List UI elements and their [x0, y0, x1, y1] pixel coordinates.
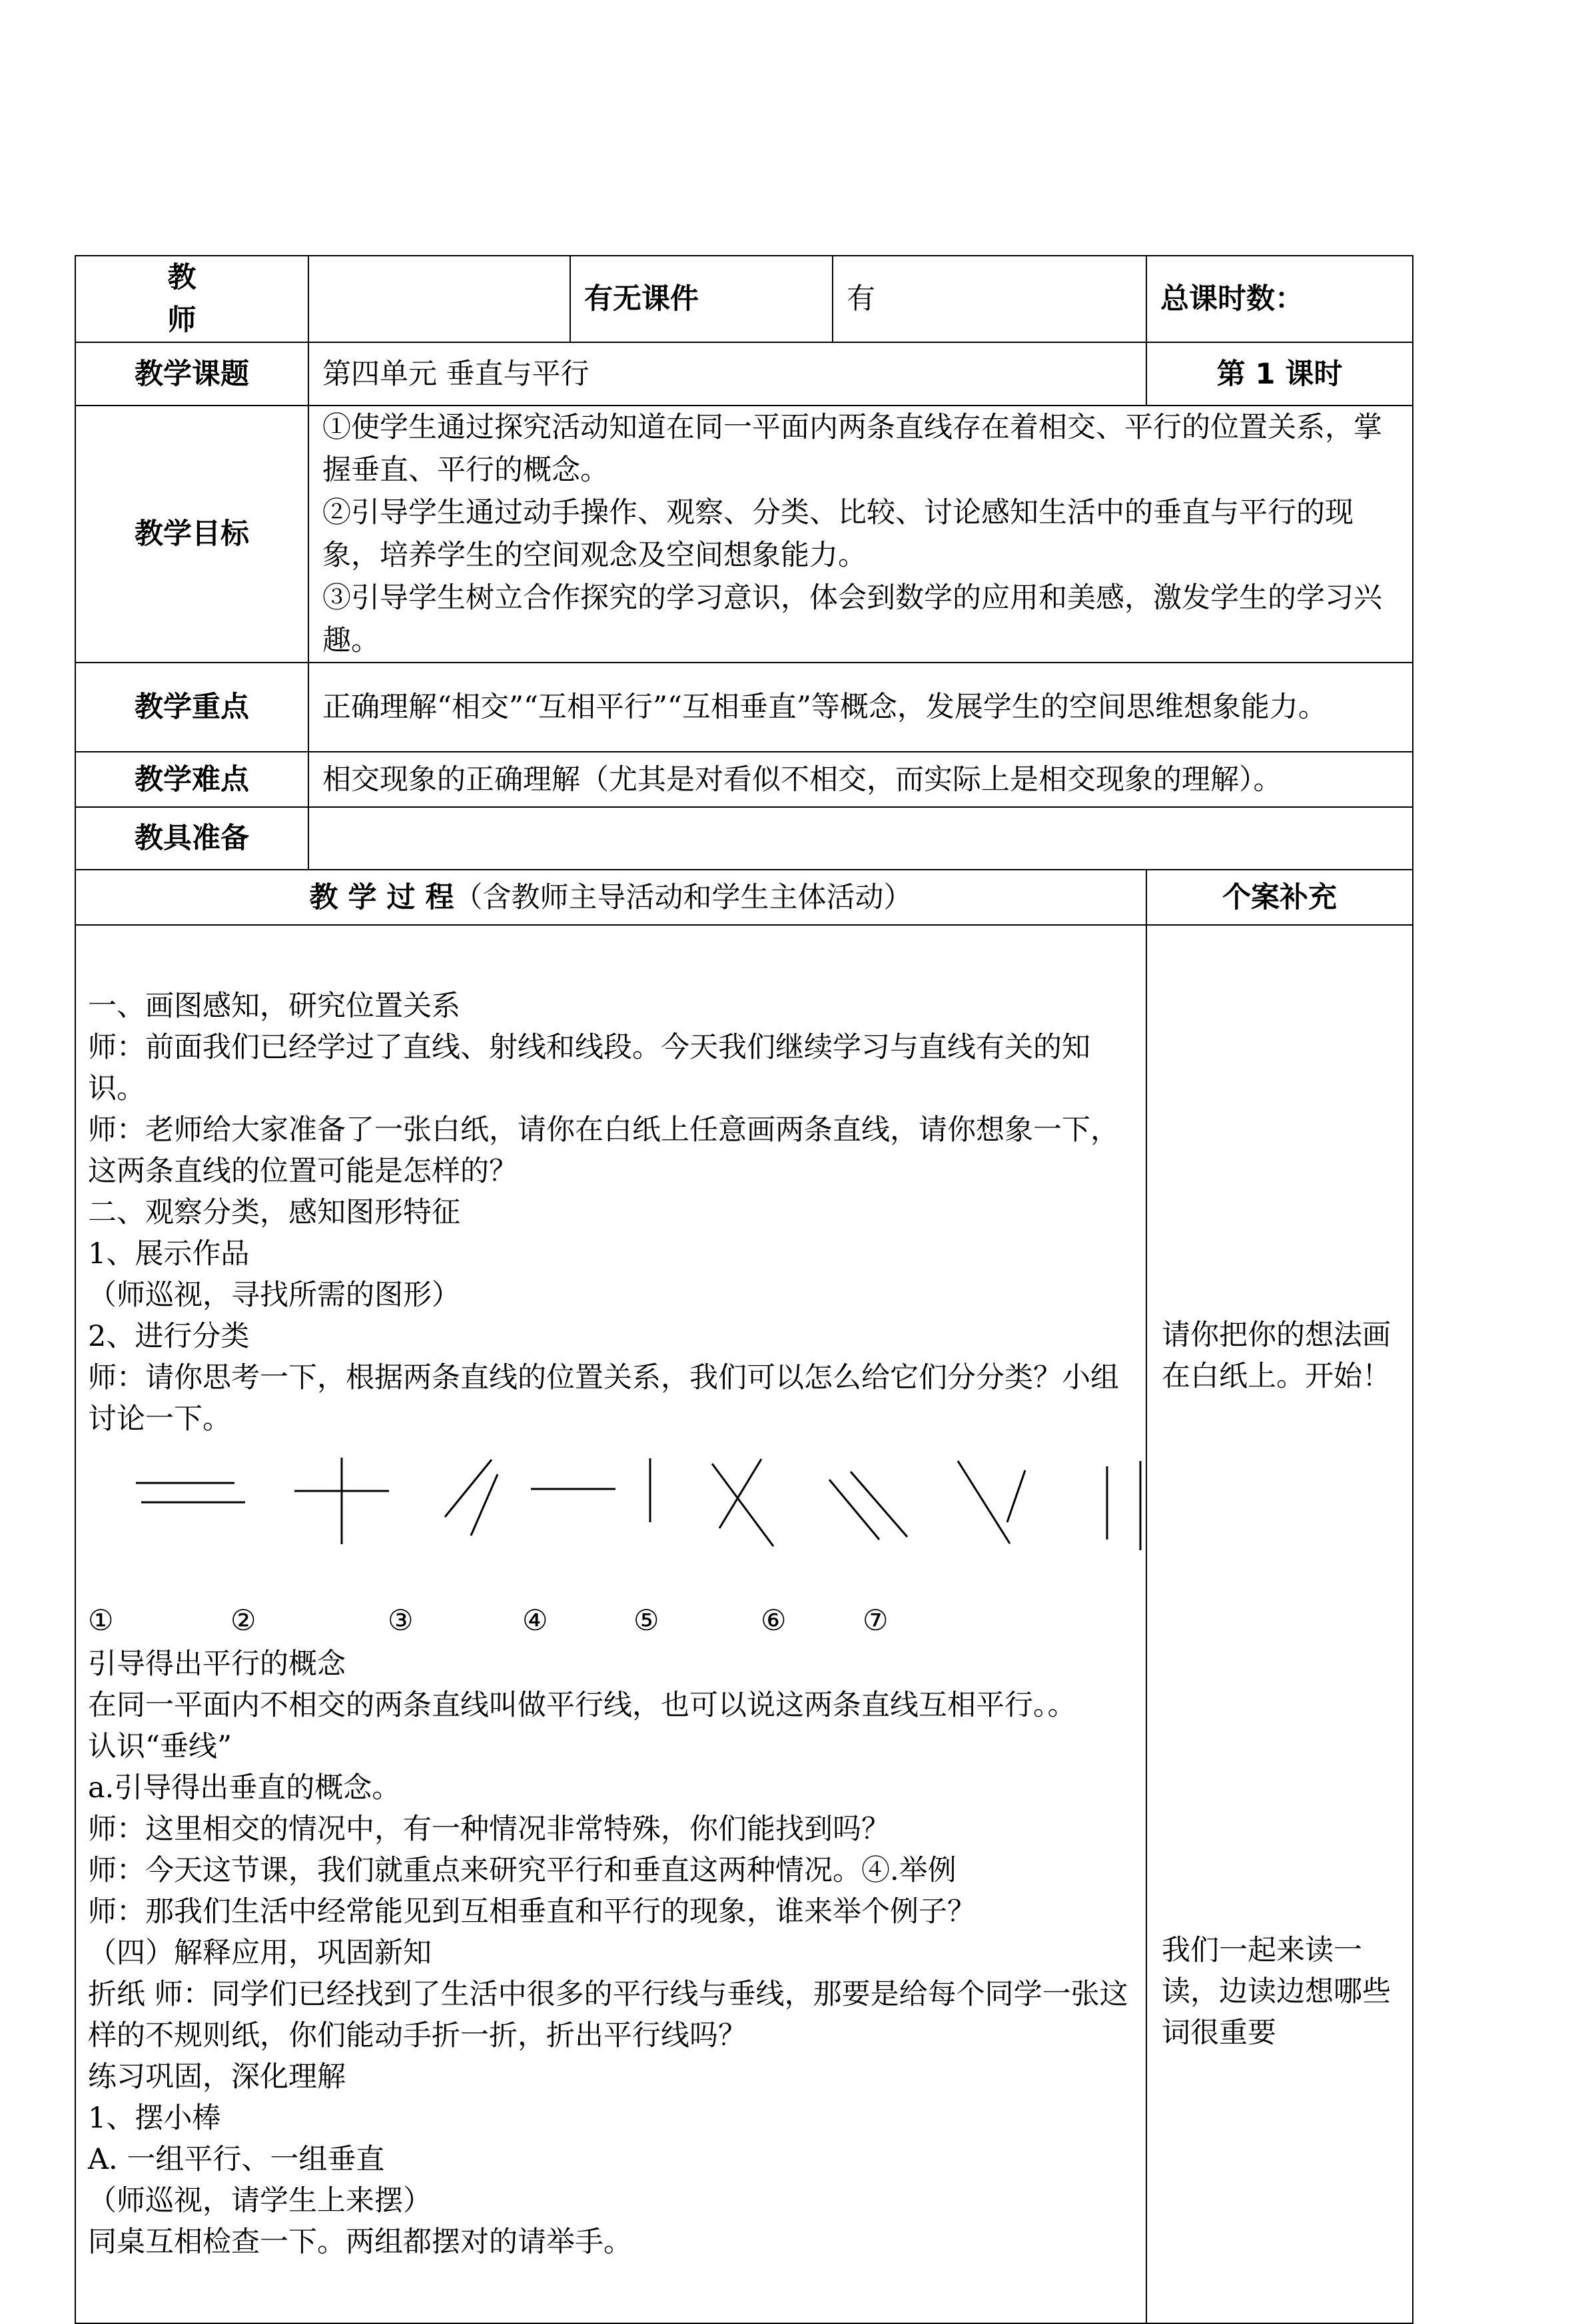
side-note: 我们一起来读一读，边读边想哪些词很重要: [1162, 1934, 1391, 2050]
figure-separated-lines: [531, 1458, 650, 1522]
topic-row: [75, 342, 1413, 406]
process-line: （师巡视，寻找所需的图形）: [88, 1279, 460, 1312]
difficulty-label: 教学难点: [75, 752, 308, 807]
objective-2: ②引导学生通过动手操作、观察、分类、比较、讨论感知生活中的垂直与平行的现象，培养学生的空间观念及空间想象能力。: [322, 496, 1354, 572]
process-title-bold: 教 学 过 程: [309, 880, 454, 914]
figure-slanted-lines: [445, 1460, 498, 1536]
figure-diagonal-parallel: [829, 1472, 907, 1540]
objectives-row: [75, 406, 1413, 663]
process-line: 师：老师给大家准备了一张白纸，请你在白纸上任意画两条直线，请你想象一下，这两条直线的位置可能是怎样的？: [88, 1113, 1119, 1188]
figure-v-lines: [958, 1461, 1025, 1544]
process-line: 引导得出平行的概念: [88, 1647, 346, 1681]
process-line: 一、画图感知，研究位置关系: [88, 990, 460, 1023]
process-main-cell: [75, 925, 1146, 2323]
supplement-label: 个案补充: [1146, 870, 1413, 925]
process-line: A. 一组平行、一组垂直: [88, 2143, 385, 2176]
process-header-row: [75, 870, 1413, 925]
process-line: 师：那我们生活中经常能见到互相垂直和平行的现象，谁来举个例子？: [88, 1895, 976, 1928]
process-line: 1、展示作品: [88, 1237, 250, 1271]
figure-vertical-parallel: [1107, 1461, 1140, 1550]
process-line: 2、进行分类: [88, 1320, 250, 1353]
process-line: （四）解释应用，巩固新知: [88, 1936, 432, 1970]
key-points-value: 正确理解“相交”“互相平行”“互相垂直”等概念，发展学生的空间思维想象能力。: [308, 663, 1413, 752]
lesson-plan-table: [75, 255, 1413, 2324]
process-body-row: [75, 925, 1413, 2323]
process-line: 师：请你思考一下，根据两条直线的位置关系，我们可以怎么给它们分分类？小组讨论一下。: [88, 1361, 1119, 1436]
process-line: 在同一平面内不相交的两条直线叫做平行线，也可以说这两条直线互相平行。。: [88, 1689, 1076, 1722]
process-line: 练习巩固，深化理解: [88, 2060, 346, 2094]
figure-parallel-horizontal: [136, 1483, 245, 1502]
difficulty-value: 相交现象的正确理解（尤其是对看似不相交，而实际上是相交现象的理解）。: [308, 752, 1413, 807]
topic-value: 第四单元 垂直与平行: [308, 342, 1146, 406]
process-line: 师：今天这节课，我们就重点来研究平行和垂直这两种情况。④.举例: [88, 1854, 957, 1887]
figure-number: ③: [388, 1604, 414, 1637]
courseware-value: 有: [833, 256, 1146, 342]
process-title: [75, 870, 1146, 925]
key-points-row: [75, 663, 1413, 752]
process-line: 二、观察分类，感知图形特征: [88, 1196, 460, 1229]
courseware-label: 有无课件: [570, 256, 833, 342]
figure-number: ②: [230, 1604, 256, 1637]
topic-label: 教学课题: [75, 342, 308, 406]
process-line: 认识“垂线”: [88, 1730, 232, 1763]
figure-number: ⑤: [633, 1604, 659, 1637]
objectives-label: 教学目标: [75, 406, 308, 663]
process-line: （师巡视，请学生上来摆）: [88, 2184, 432, 2217]
key-points-label: 教学重点: [75, 663, 308, 752]
line-figures: [88, 1441, 1134, 1597]
side-note: 请你把你的想法画在白纸上。开始！: [1162, 1318, 1391, 1393]
process-line: 师：前面我们已经学过了直线、射线和线段。今天我们继续学习与直线有关的知识。: [88, 1031, 1090, 1105]
process-title-note: （含教师主导活动和学生主体活动）: [454, 880, 913, 914]
difficulty-row: [75, 752, 1413, 807]
figure-number: ④: [522, 1604, 548, 1637]
tools-row: [75, 807, 1413, 870]
process-line: 同桌互相检查一下。两组都摆对的请举手。: [88, 2225, 632, 2259]
line-figures-svg: [88, 1441, 1147, 1597]
teacher-value: [308, 256, 570, 342]
objective-1: ①使学生通过探究活动知道在同一平面内两条直线存在着相交、平行的位置关系，掌握垂直、平行的概念。: [322, 411, 1382, 487]
period-value: 第 1 课时: [1146, 342, 1413, 406]
process-line: 折纸 师：同学们已经找到了生活中很多的平行线与垂线，那要是给每个同学一张这样的不规则纸，你们能动手折一折，折出平行线吗？: [88, 1978, 1128, 2052]
figure-number: ①: [88, 1604, 114, 1637]
figure-number: ⑦: [863, 1604, 889, 1637]
objectives-cell: [308, 406, 1413, 663]
process-line: 1、摆小棒: [88, 2102, 221, 2135]
supplement-cell: [1146, 925, 1413, 2323]
side-spacer: [1162, 1397, 1397, 1930]
figure-numbers: [88, 1597, 1134, 1643]
process-line: a.引导得出垂直的概念。: [88, 1771, 401, 1805]
tools-label: 教具准备: [75, 807, 308, 870]
process-line: 师：这里相交的情况中，有一种情况非常特殊，你们能找到吗？: [88, 1813, 890, 1846]
tools-value: [308, 807, 1413, 870]
objective-3: ③引导学生树立合作探究的学习意识，体会到数学的应用和美感，激发学生的学习兴趣。: [322, 581, 1382, 657]
figure-x-cross: [712, 1459, 773, 1546]
total-hours-label: 总课时数：: [1146, 256, 1413, 342]
teacher-label: 教 师: [75, 256, 308, 342]
figure-perpendicular-cross: [294, 1458, 389, 1544]
teacher-row: [75, 256, 1413, 342]
figure-number: ⑥: [761, 1604, 787, 1637]
